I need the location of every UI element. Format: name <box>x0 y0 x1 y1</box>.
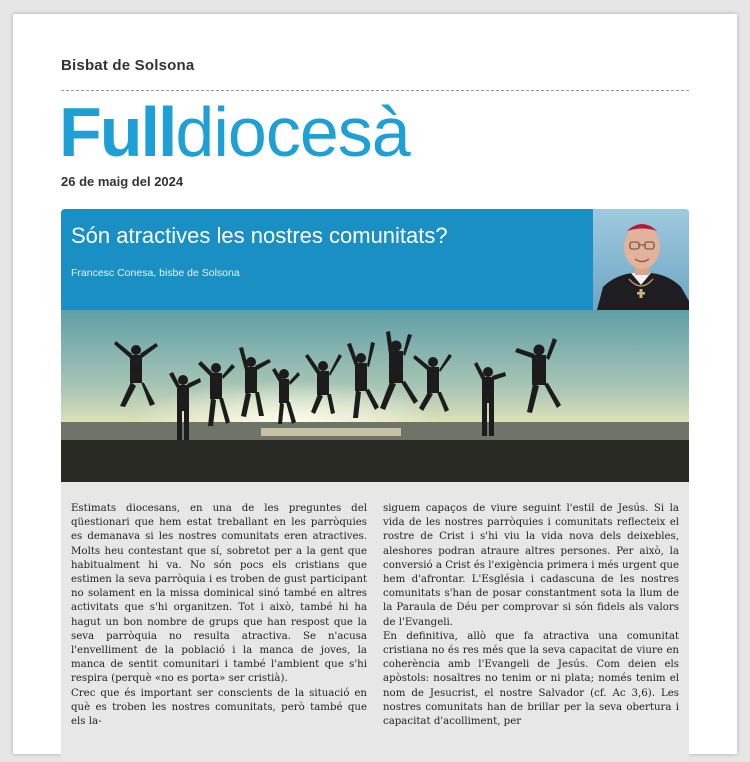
article-title: Són atractives les nostres comunitats? <box>71 223 448 248</box>
text-column-left <box>71 502 367 729</box>
article-banner <box>61 209 689 310</box>
paragraph: siguem capaços de viure seguint l'estil de Jesús. Si la vida de les nostres parròquies i comunitats reflecteix el rostre de Crist i s'hi viu la vida nova dels deixebles, aleshores podran atraure altres persones. Per això, la conversió a Crist és l'exigència primera i més urgent que hem d'afrontar. L'Església i cadascuna de les nostres comunitats s'han de posar constantment sota la llum de la Paraula de Déu per comprovar si són fidels als valors de l'Evangeli. <box>383 503 679 628</box>
article-author: Francesc Conesa, bisbe de Solsona <box>71 267 240 279</box>
text-column-right <box>383 502 679 729</box>
paragraph: En definitiva, allò que fa atractiva una comunitat cristiana no és res més que la seva capacitat de viure en coherència amb l'Evangeli de Jesús. Com deien els apòstols: nosaltres no tenim or ni plata; només tenim el nom de Jesucrist, el nostre Salvador (cf. Ac 3,6). Les nostres comunitats han de brillar per la seva obertura i capacitat d'acolliment, per <box>383 630 679 728</box>
publisher-name: Bisbat de Solsona <box>61 57 195 74</box>
paragraph: Estimats diocesans, en una de les preguntes del qüestionari que hem estat treballant en les parròquies es demanava si les nostres comunitats eren atractives. Molts heu contestant que sí, sobretot per a la gent que habitualment hi va. No són pocs els cristians que estimen la seva parròquia i es troben de gust participant no solament en la missa dominical sinó també en altres activitats que s'hi organitzen. Tot i això, també hi ha hagut un bon nombre de grups que han respost que la seva parròquia no resulta atractiva. Se n'acusa l'envelliment de la població i la manca de joves, la manca de sentit comunitari i també l'ambient que s'hi respira (perquè «no es porta» ser cristià). <box>71 503 367 685</box>
header-divider <box>61 90 689 91</box>
hero-image-jumping-people <box>61 310 689 482</box>
masthead-bold: Full <box>59 93 176 171</box>
newsletter-page <box>13 14 737 754</box>
masthead-light: diocesà <box>175 93 410 171</box>
article-body <box>61 482 689 762</box>
paragraph: Crec que és important ser conscients de la situació en què es troben les nostres comunitats, però també que els la- <box>71 687 367 728</box>
bishop-portrait <box>593 209 689 310</box>
masthead-logo <box>59 92 410 172</box>
issue-date: 26 de maig del 2024 <box>61 174 184 189</box>
